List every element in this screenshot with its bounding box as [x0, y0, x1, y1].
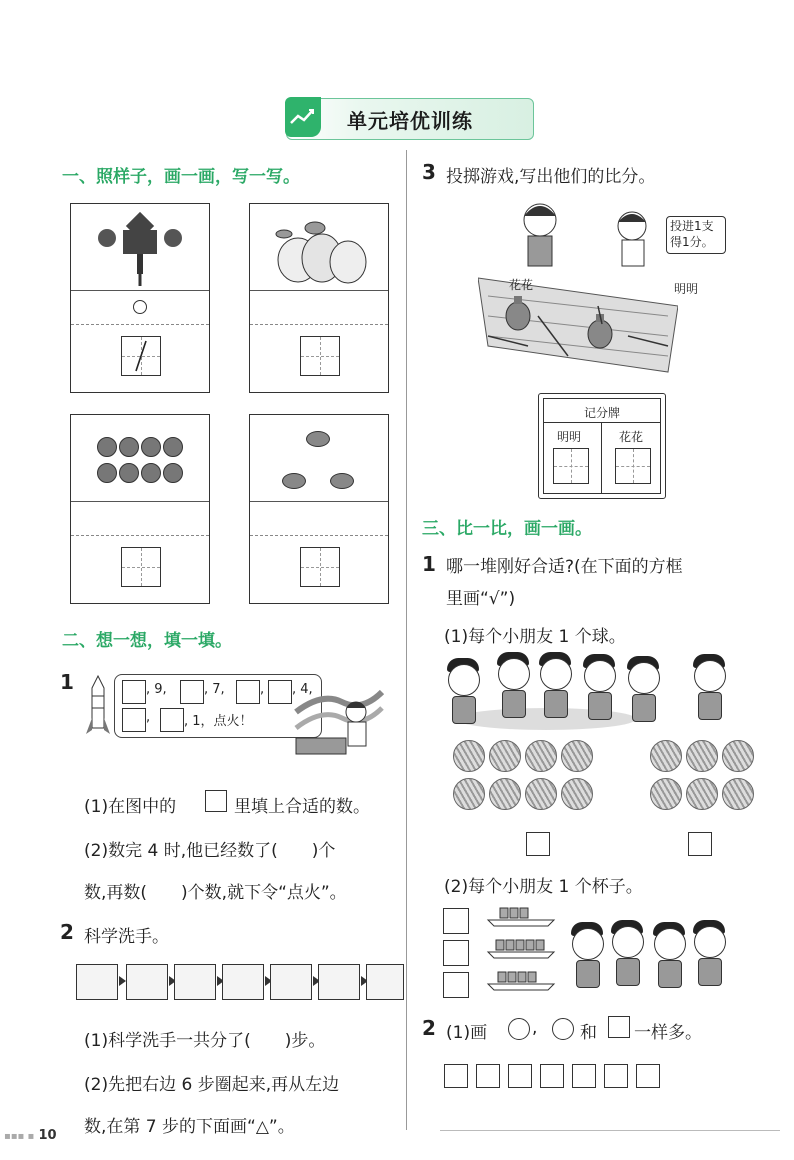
score-box-mingming[interactable]	[553, 448, 589, 484]
q1-sub1-text: (1)在图中的	[84, 797, 177, 817]
seq-text: , 7,	[204, 682, 225, 697]
volleyball-icon	[525, 740, 557, 772]
page-number: ▪▪▪ ▪ 10	[4, 1128, 57, 1143]
apple-icon	[163, 463, 183, 483]
arrow-right-icon	[119, 976, 126, 986]
r-q2-text-c: 和	[580, 1023, 597, 1043]
volleyball-icon	[489, 740, 521, 772]
answer-box-balls-left[interactable]	[526, 832, 550, 856]
square-shape	[476, 1064, 500, 1088]
answer-box-cups-3[interactable]	[443, 972, 469, 998]
volleyball-icon	[686, 740, 718, 772]
section1-heading: 一、照样子，画一画，写一写。	[62, 167, 300, 187]
square-shape	[636, 1064, 660, 1088]
writing-box-1[interactable]	[121, 336, 161, 376]
writing-box-4[interactable]	[300, 547, 340, 587]
square-shape	[540, 1064, 564, 1088]
square-shape	[444, 1064, 468, 1088]
r-q1-sub1: (1)每个小朋友 1 个球。	[444, 627, 626, 647]
label-mingming: 明明	[674, 282, 699, 296]
page-number-value: 10	[38, 1128, 57, 1143]
scoreboard	[538, 393, 666, 499]
handwash-step-5	[270, 964, 312, 1000]
fish-icon	[330, 473, 354, 489]
writing-box-3[interactable]	[121, 547, 161, 587]
r-q1-line1: 哪一堆刚好合适?(在下面的方框	[446, 557, 683, 577]
panel-apples	[70, 414, 210, 604]
q1-sub2-line2: 数,再数( )个数,就下令“点火”。	[84, 883, 347, 903]
r-q1-sub2: (2)每个小朋友 1 个杯子。	[444, 877, 643, 897]
seq-text: ,	[260, 682, 265, 697]
panel-chinese-knot	[70, 203, 210, 393]
question-number: 2	[422, 1016, 436, 1040]
volleyball-icon	[525, 778, 557, 810]
sample-circle	[133, 300, 147, 314]
volleyball-icon	[722, 740, 754, 772]
scoreboard-col-mingming: 明明	[557, 430, 582, 444]
countdown-blank-5[interactable]	[122, 708, 146, 732]
question-number: 1	[422, 552, 436, 576]
handwash-step-1	[76, 964, 118, 1000]
circle-shape	[552, 1018, 574, 1040]
volleyball-icon	[722, 778, 754, 810]
q2-sub2-line2: 数,在第 7 步的下面画“△”。	[84, 1117, 295, 1137]
countdown-blank-2[interactable]	[180, 680, 204, 704]
square-shape	[508, 1064, 532, 1088]
fish-icon	[282, 473, 306, 489]
chinese-knot-icon	[95, 210, 185, 288]
rocket-icon	[86, 674, 110, 744]
q2-sub2-line1: (2)先把右边 6 步圈起来,再从左边	[84, 1075, 340, 1095]
column-divider	[406, 150, 407, 1130]
square-shape	[604, 1064, 628, 1088]
square-shape	[608, 1016, 630, 1038]
volleyball-icon	[561, 740, 593, 772]
r-q2-text-b: ,	[532, 1018, 538, 1038]
label-huahua: 花花	[509, 278, 534, 292]
page-title: 单元培优训练	[347, 109, 473, 133]
fish-icon	[306, 431, 330, 447]
throwing-game-scene	[478, 196, 678, 376]
boy-reading-illustration	[292, 672, 384, 758]
handwash-step-6	[318, 964, 360, 1000]
apple-icon	[141, 463, 161, 483]
volleyball-icon	[650, 778, 682, 810]
q2-text: 科学洗手。	[84, 927, 169, 947]
sample-square	[205, 790, 227, 812]
speech-bubble-text: 投进1支得1分。	[670, 219, 714, 249]
unit-banner	[286, 98, 534, 140]
seq-text: , 9,	[146, 682, 167, 697]
volleyball-icon	[453, 740, 485, 772]
seq-text: , 4,	[292, 682, 313, 697]
volleyball-icon	[489, 778, 521, 810]
apple-icon	[163, 437, 183, 457]
scoreboard-title: 记分牌	[583, 406, 620, 420]
panel-pears	[249, 203, 389, 393]
writing-box-2[interactable]	[300, 336, 340, 376]
question-number: 3	[422, 160, 436, 184]
seq-text: , 1，点火！	[184, 714, 253, 729]
apple-icon	[119, 463, 139, 483]
handwash-step-3	[174, 964, 216, 1000]
cup-trays-illustration	[484, 904, 558, 1000]
r-q2-text-a: (1)画	[446, 1023, 488, 1043]
square-shape	[572, 1064, 596, 1088]
q1-sub2-line1: (2)数完 4 时,他已经数了( )个	[84, 841, 336, 861]
q1-sub1-text-end: 里填上合适的数。	[234, 797, 370, 817]
handwash-step-4	[222, 964, 264, 1000]
scoreboard-col-huahua: 花花	[619, 430, 644, 444]
score-box-huahua[interactable]	[615, 448, 651, 484]
section2-heading: 二、想一想，填一填。	[62, 631, 232, 651]
countdown-blank-6[interactable]	[160, 708, 184, 732]
section3-heading: 三、比一比，画一画。	[422, 519, 592, 539]
r-q1-line2: 里画“√”)	[446, 589, 516, 609]
apple-icon	[141, 437, 161, 457]
q3-text: 投掷游戏,写出他们的比分。	[446, 167, 656, 187]
apple-icon	[97, 463, 117, 483]
apple-icon	[119, 437, 139, 457]
panel-fish	[249, 414, 389, 604]
pears-icon	[270, 214, 370, 286]
answer-box-cups-2[interactable]	[443, 940, 469, 966]
answer-box-balls-right[interactable]	[688, 832, 712, 856]
r-q2-text-d: 一样多。	[634, 1023, 702, 1043]
countdown-blank-3[interactable]	[236, 680, 260, 704]
volleyball-icon	[453, 778, 485, 810]
handwash-step-2	[126, 964, 168, 1000]
circle-shape	[508, 1018, 530, 1040]
chart-trend-icon	[285, 97, 321, 137]
answer-box-cups-1[interactable]	[443, 908, 469, 934]
volleyball-icon	[650, 740, 682, 772]
bottom-rule	[440, 1130, 780, 1131]
volleyball-icon	[686, 778, 718, 810]
countdown-blank-4[interactable]	[268, 680, 292, 704]
volleyball-icon	[561, 778, 593, 810]
countdown-blank-1[interactable]	[122, 680, 146, 704]
question-number: 1	[60, 670, 74, 694]
question-number: 2	[60, 920, 74, 944]
q2-sub1: (1)科学洗手一共分了( )步。	[84, 1031, 326, 1051]
apple-icon	[97, 437, 117, 457]
handwash-step-7	[366, 964, 404, 1000]
seq-text: ,	[146, 710, 151, 725]
